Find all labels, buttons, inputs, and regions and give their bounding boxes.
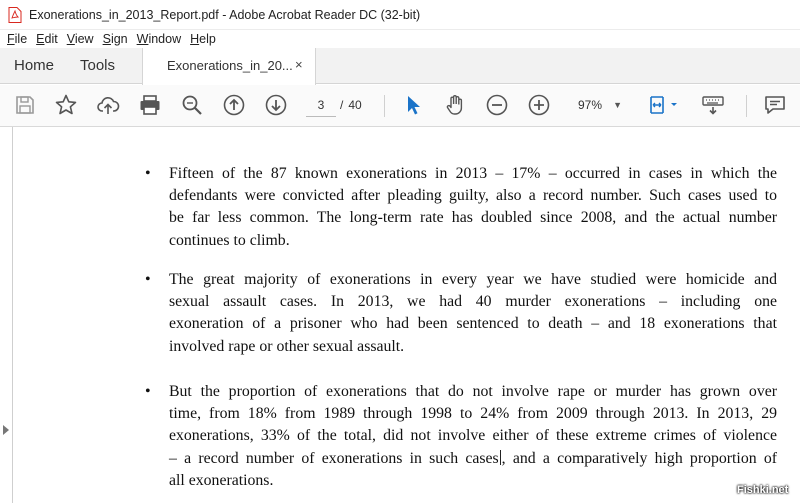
- menu-edit[interactable]: Edit: [36, 32, 58, 46]
- toolbar-divider: [384, 95, 385, 117]
- printer-icon[interactable]: [138, 93, 162, 117]
- text-line: all exonerations.: [169, 471, 274, 489]
- text-line: The great majority of exonerations in every year we have studied were homicide and: [169, 271, 777, 288]
- menu-view[interactable]: View: [66, 32, 94, 46]
- pdf-page: [14, 127, 800, 503]
- toolbar: [0, 85, 800, 127]
- chevron-right-icon: [3, 425, 9, 435]
- menu-file[interactable]: File: [7, 32, 28, 46]
- zoom-select[interactable]: 97% ▼: [568, 93, 630, 117]
- title-bar: [0, 0, 800, 30]
- star-icon[interactable]: [54, 93, 78, 117]
- text-line: sexual assault cases. In 2013, we had 40 murder exonerations – including one: [169, 293, 777, 311]
- text-line: be far less common. The long-term rate has doubled since 2008, and the actual number: [169, 209, 777, 227]
- bullet: •: [145, 165, 151, 182]
- bullet: •: [145, 383, 151, 400]
- tab-tools[interactable]: Tools: [80, 57, 116, 74]
- bullet: •: [145, 271, 151, 288]
- text-line: – a record number of exonerations in such cases , and a comparatively high proportion of: [169, 449, 777, 467]
- search-icon[interactable]: [180, 93, 204, 117]
- hand-icon[interactable]: [443, 93, 467, 117]
- save-icon[interactable]: [13, 93, 37, 117]
- tab-document-label: Exonerations_in_20...: [167, 58, 293, 73]
- left-panel-toggle[interactable]: [0, 127, 13, 503]
- paragraph: [169, 381, 777, 492]
- document-viewport[interactable]: [0, 127, 800, 503]
- text-line: defendants were convicted after pleading guilty, also a record number. Such cases used to: [169, 187, 777, 205]
- watermark: Fishki.net: [737, 484, 789, 496]
- minus-circle-icon[interactable]: [485, 93, 509, 117]
- page-number-input[interactable]: 3: [306, 93, 336, 117]
- page-count: / 40: [340, 98, 362, 112]
- chevron-down-icon: ▼: [613, 100, 622, 110]
- text-line: But the proportion of exonerations that do not involve rape or murder has grown over: [169, 383, 777, 400]
- text-line: Fifteen of the 87 known exonerations in 2013 – 17% – occurred in cases in which the: [169, 165, 777, 182]
- menu-window[interactable]: Window: [136, 32, 182, 46]
- upload-cloud-icon[interactable]: [96, 93, 120, 117]
- paragraph: [169, 163, 777, 252]
- text-line: time, from 18% from 1989 through 1998 to 24% from 2009 through 2013. In 2013, 29: [169, 405, 777, 423]
- arrow-down-circle-icon[interactable]: [264, 93, 288, 117]
- text-line: continues to climb.: [169, 231, 290, 249]
- menu-help[interactable]: Help: [190, 32, 216, 46]
- keyboard-icon[interactable]: [701, 93, 725, 117]
- fit-page-icon[interactable]: [648, 93, 684, 117]
- arrow-up-circle-icon[interactable]: [222, 93, 246, 117]
- menu-sign[interactable]: Sign: [102, 32, 128, 46]
- paragraph: [169, 269, 777, 358]
- plus-circle-icon[interactable]: [527, 93, 551, 117]
- comment-icon[interactable]: [763, 93, 787, 117]
- text-line: exoneration of a prisoner who had been sentenced to death – and 18 exonerations that: [169, 315, 777, 333]
- toolbar-divider: [746, 95, 747, 117]
- tab-home[interactable]: Home: [14, 57, 55, 74]
- menu-bar: [0, 30, 800, 48]
- tab-document[interactable]: [142, 48, 316, 85]
- pdf-file-icon: [8, 7, 22, 23]
- pointer-icon[interactable]: [401, 93, 425, 117]
- text-line: involved rape or other sexual assault.: [169, 337, 405, 355]
- text-cursor: [500, 450, 501, 465]
- window-title: Exonerations_in_2013_Report.pdf - Adobe Acrobat Reader DC (32-bit): [29, 7, 421, 22]
- close-icon[interactable]: ×: [295, 57, 303, 72]
- text-line: exonerations, 33% of the total, did not involve either of these extreme crimes of violence: [169, 427, 777, 445]
- tab-bar: [0, 48, 800, 84]
